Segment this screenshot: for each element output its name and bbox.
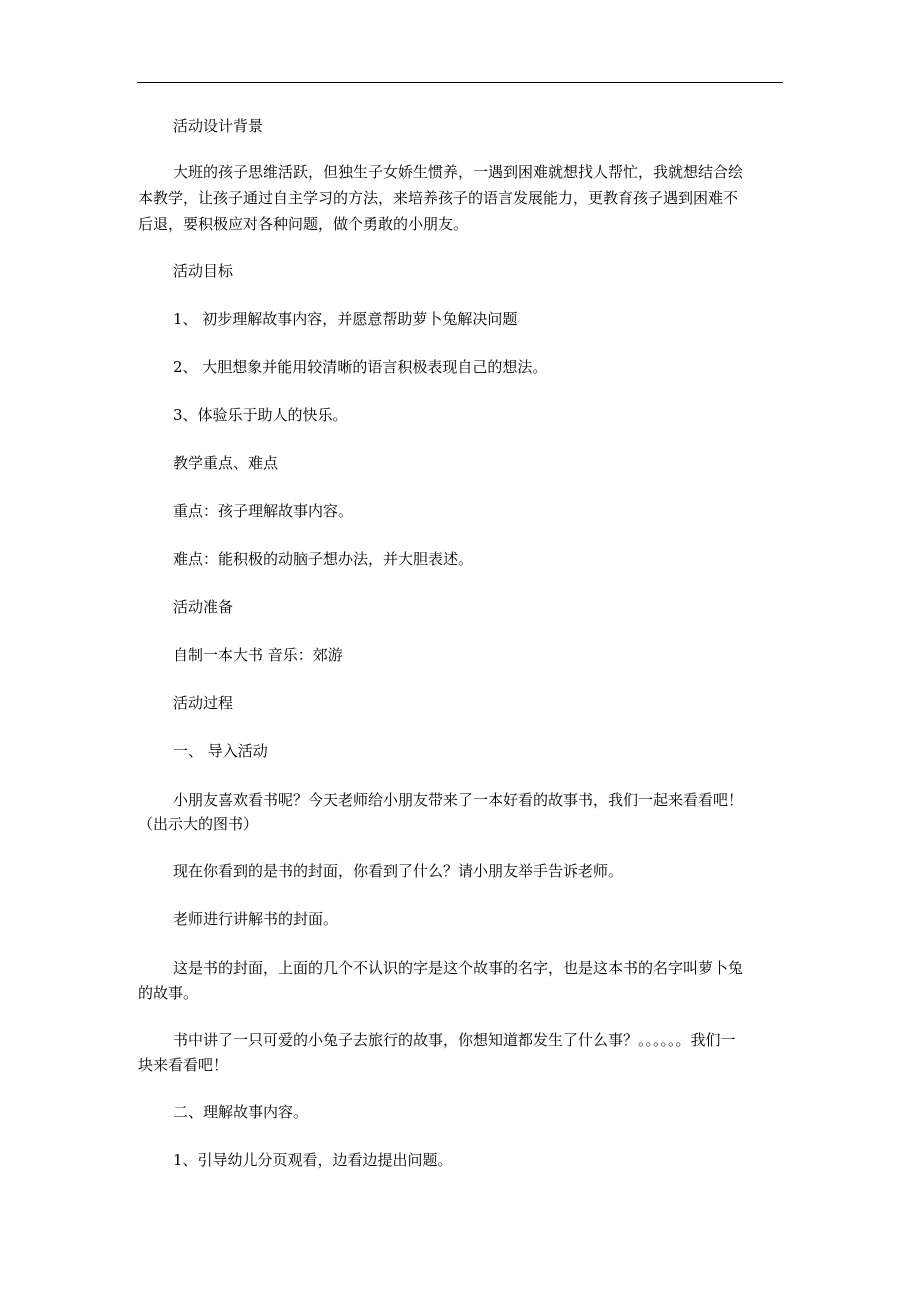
step1-para3: 老师进行讲解书的封面。 (173, 910, 339, 928)
goal-2: 2、 大胆想象并能用较清晰的语言积极表现自己的想法。 (173, 358, 548, 376)
step1-para1-line-2: （出示大的图书） (138, 815, 259, 833)
background-line-3: 后退，要积极应对各种问题，做个勇敢的小朋友。 (138, 215, 469, 233)
preparation: 自制一本大书 音乐：郊游 (173, 646, 343, 664)
difficult-point: 难点：能积极的动脑子想办法，并大胆表述。 (173, 550, 474, 568)
heading-goals: 活动目标 (173, 262, 234, 280)
background-line-1: 大班的孩子思维活跃，但独生子女娇生惯养，一遇到困难就想找人帮忙，我就想结合绘 (173, 163, 744, 181)
header-rule (137, 82, 783, 83)
background-line-2: 本教学，让孩子通过自主学习的方法，来培养孩子的语言发展能力，更教育孩子遇到困难不 (138, 189, 739, 207)
step2-item-1: 1、引导幼儿分页观看，边看边提出问题。 (173, 1151, 453, 1169)
heading-process: 活动过程 (173, 694, 234, 712)
heading-preparation: 活动准备 (173, 598, 234, 616)
step1-para5-line-2: 块来看看吧！ (138, 1056, 229, 1074)
step1-title: 一、 导入活动 (173, 742, 268, 760)
heading-background: 活动设计背景 (173, 117, 264, 135)
heading-key-points: 教学重点、难点 (173, 454, 279, 472)
step1-para1-line-1: 小朋友喜欢看书呢？今天老师给小朋友带来了一本好看的故事书，我们一起来看看吧！ (173, 791, 744, 809)
step2-title: 二、理解故事内容。 (173, 1103, 309, 1121)
step1-para5-line-1: 书中讲了一只可爱的小兔子去旅行的故事，你想知道都发生了什么事？。。。。。。我们一 (173, 1031, 736, 1049)
goal-3: 3、体验乐于助人的快乐。 (173, 406, 348, 424)
step1-para4-line-2: 的故事。 (138, 984, 199, 1002)
key-point: 重点：孩子理解故事内容。 (173, 502, 354, 520)
step1-para4-line-1: 这是书的封面，上面的几个不认识的字是这个故事的名字，也是这本书的名字叫萝卜兔 (173, 959, 744, 977)
goal-1: 1、 初步理解故事内容，并愿意帮助萝卜兔解决问题 (173, 310, 518, 328)
step1-para2: 现在你看到的是书的封面，你看到了什么？请小朋友举手告诉老师。 (173, 862, 624, 880)
